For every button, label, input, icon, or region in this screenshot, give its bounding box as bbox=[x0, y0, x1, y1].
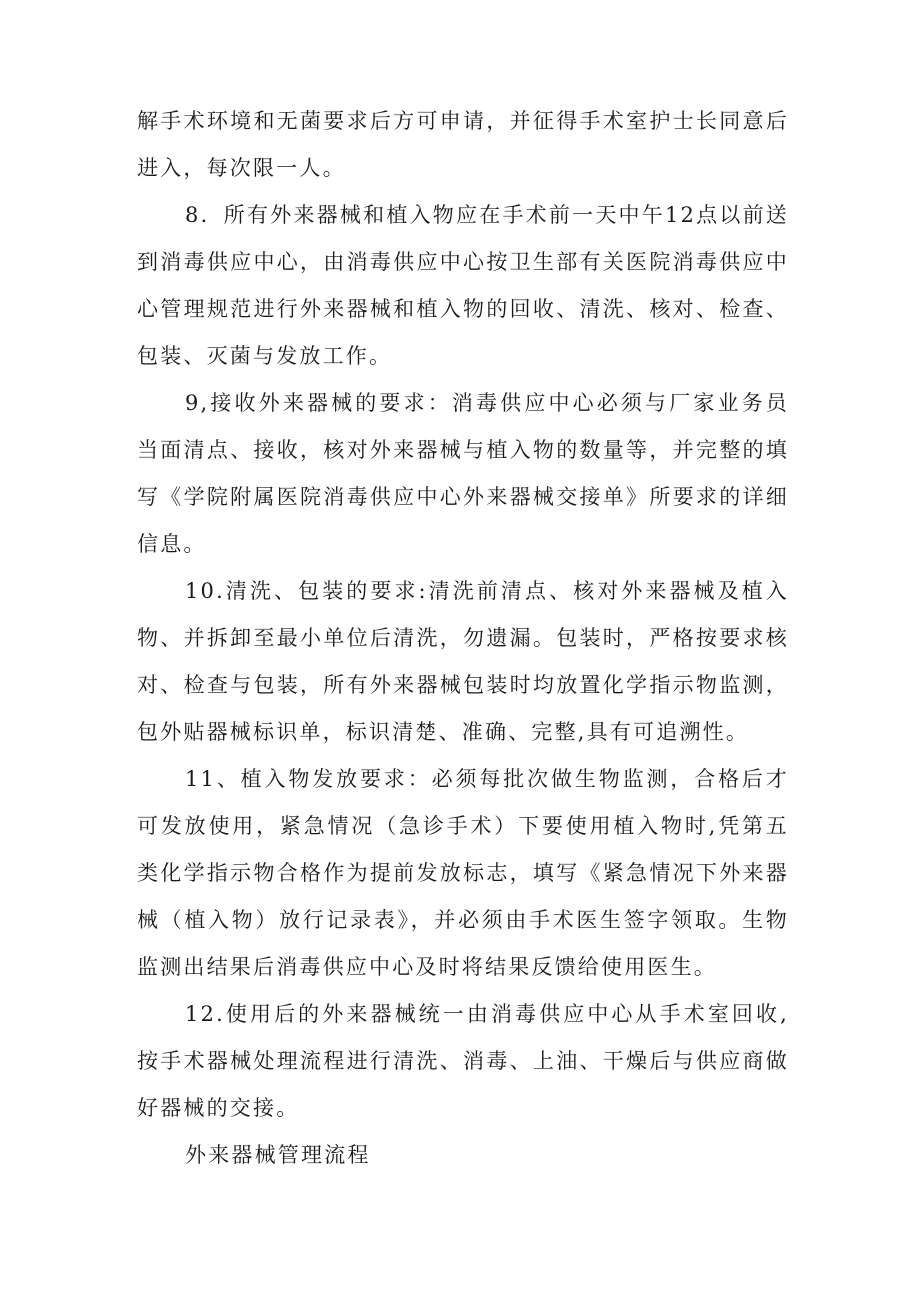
paragraph-item-9: 9,接收外来器械的要求：消毒供应中心必须与厂家业务员当面清点、接收，核对外来器械与植入物的数量等，并完整的填写《学院附属医院消毒供应中心外来器械交接单》所要求的详细信息。 bbox=[137, 391, 789, 556]
section-heading: 外来器械管理流程 bbox=[185, 1143, 371, 1167]
paragraph-item-8: 8．所有外来器械和植入物应在手术前一天中午12点以前送到消毒供应中心，由消毒供应中心按卫生部有关医院消毒供应中心管理规范进行外来器械和植入物的回收、清洗、核对、检查、包装、灭菌与发放工作。 bbox=[137, 203, 789, 368]
paragraph-item-12: 12.使用后的外来器械统一由消毒供应中心从手术室回收,按手术器械处理流程进行清洗、消毒、上油、干燥后与供应商做好器械的交接。 bbox=[137, 1002, 789, 1120]
document-body bbox=[137, 98, 789, 1179]
paragraph-continuation: 解手术环境和无菌要求后方可申请，并征得手术室护士长同意后进入，每次限一人。 bbox=[137, 109, 789, 180]
paragraph-item-10: 10.清洗、包装的要求:清洗前清点、核对外来器械及植入物、并拆卸至最小单位后清洗，勿遗漏。包装时，严格按要求核对、检查与包装，所有外来器械包装时均放置化学指示物监测，包外贴器械标识单，标识清楚、准确、完整,具有可追溯性。 bbox=[137, 579, 789, 744]
paragraph-item-11: 11、植入物发放要求：必须每批次做生物监测，合格后才可发放使用，紧急情况（急诊手术）下要使用植入物时,凭第五类化学指示物合格作为提前发放标志，填写《紧急情况下外来器械（植入物）放行记录表》，并必须由手术医生签字领取。生物监测出结果后消毒供应中心及时将结果反馈给使用医生。 bbox=[137, 767, 789, 979]
